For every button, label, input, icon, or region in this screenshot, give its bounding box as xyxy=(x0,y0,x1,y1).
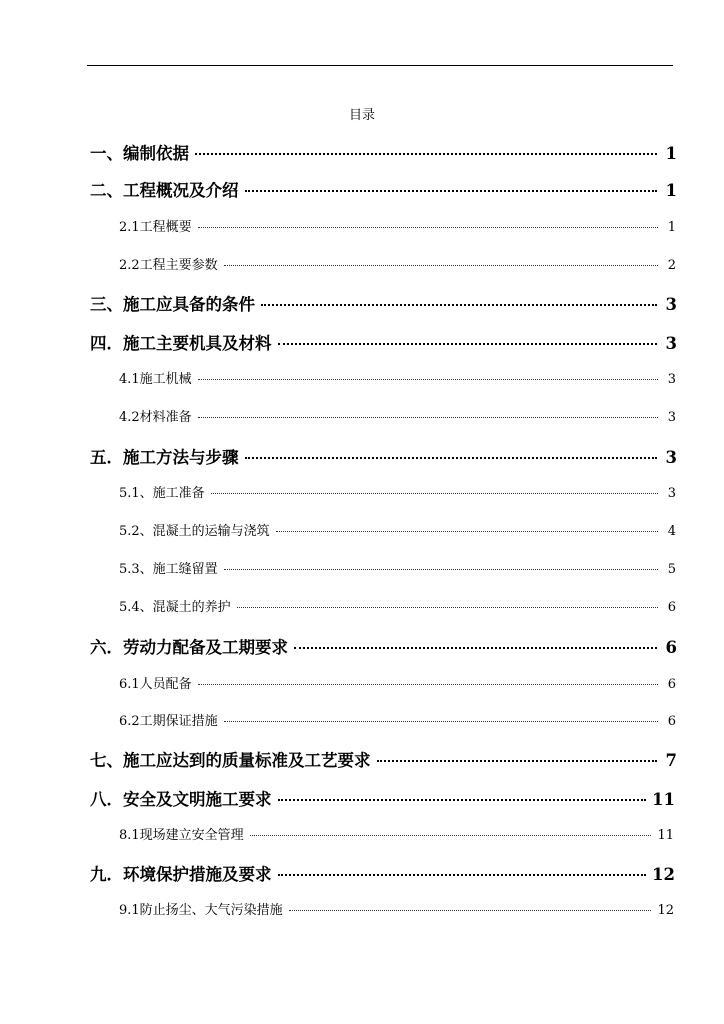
dot-leader xyxy=(224,569,658,570)
toc-page-number: 3 xyxy=(667,486,676,501)
toc-entry-chapter[interactable] xyxy=(90,140,677,164)
dot-leader xyxy=(198,227,658,228)
toc-entry-label: 八．安全及文明施工要求 xyxy=(90,790,272,809)
toc-entry-label: 5.1、施工准备 xyxy=(119,486,205,501)
dot-leader xyxy=(276,531,658,532)
dot-leader xyxy=(289,910,652,911)
toc-entry-section[interactable] xyxy=(119,216,676,235)
toc-entry-chapter[interactable] xyxy=(90,330,677,354)
toc-entry-label: 6.2工期保证措施 xyxy=(119,714,218,729)
dot-leader xyxy=(278,343,658,345)
toc-entry-label: 4.2材料准备 xyxy=(119,410,192,425)
toc-entry-section[interactable] xyxy=(119,254,676,273)
toc-entry-label: 四．施工主要机具及材料 xyxy=(90,334,272,353)
dot-leader xyxy=(198,417,658,418)
toc-entry-label: 2.1工程概要 xyxy=(119,220,192,235)
toc-page-number: 6 xyxy=(667,600,676,615)
toc-page-number: 3 xyxy=(667,410,676,425)
toc-page-number: 3 xyxy=(665,448,677,467)
dot-leader xyxy=(261,304,657,306)
toc-page-number: 3 xyxy=(665,295,677,314)
toc-page-number: 6 xyxy=(665,638,677,657)
dot-leader xyxy=(198,379,658,380)
toc-entry-chapter[interactable] xyxy=(90,291,677,315)
dot-leader xyxy=(224,265,658,266)
toc-entry-section[interactable] xyxy=(119,710,676,729)
toc-entry-chapter[interactable] xyxy=(90,634,677,658)
toc-entry-chapter[interactable] xyxy=(90,444,677,468)
toc-entry-section[interactable] xyxy=(119,406,676,425)
toc-entry-chapter[interactable] xyxy=(90,861,675,885)
dot-leader xyxy=(198,684,658,685)
toc-entry-label: 九．环境保护措施及要求 xyxy=(90,865,272,884)
toc-page-number: 4 xyxy=(667,524,676,539)
dot-leader xyxy=(195,153,657,155)
toc-page-number: 6 xyxy=(667,714,676,729)
dot-leader xyxy=(250,835,652,836)
toc-entry-section[interactable] xyxy=(119,482,676,501)
toc-page-number: 12 xyxy=(652,865,675,884)
toc-page-number: 1 xyxy=(665,144,677,163)
toc-entry-label: 五．施工方法与步骤 xyxy=(90,448,239,467)
toc-entry-label: 5.3、施工缝留置 xyxy=(119,562,218,577)
toc-entry-section[interactable] xyxy=(119,558,676,577)
toc-entry-section[interactable] xyxy=(119,368,676,387)
toc-entry-label: 一、编制依据 xyxy=(90,144,189,163)
dot-leader xyxy=(245,190,658,192)
toc-entry-label: 8.1现场建立安全管理 xyxy=(119,828,244,843)
toc-entry-section[interactable] xyxy=(119,824,674,843)
toc-page-number: 1 xyxy=(665,181,677,200)
dot-leader xyxy=(245,457,658,459)
toc-entry-label: 5.4、混凝土的养护 xyxy=(119,600,231,615)
toc-entry-label: 9.1防止扬尘、大气污染措施 xyxy=(119,903,283,918)
toc-entry-chapter[interactable] xyxy=(90,747,677,771)
toc-page-number: 12 xyxy=(657,903,674,918)
toc-entry-label: 七、施工应达到的质量标准及工艺要求 xyxy=(90,751,371,770)
dot-leader xyxy=(294,647,657,649)
dot-leader xyxy=(237,607,658,608)
toc-entry-label: 5.2、混凝土的运输与浇筑 xyxy=(119,524,270,539)
toc-page-number: 6 xyxy=(667,677,676,692)
toc-entry-label: 4.1施工机械 xyxy=(119,372,192,387)
toc-page-number: 1 xyxy=(667,220,676,235)
dot-leader xyxy=(377,760,658,762)
toc-entry-label: 三、施工应具备的条件 xyxy=(90,295,255,314)
toc-entry-section[interactable] xyxy=(119,899,674,918)
toc-page-number: 11 xyxy=(657,828,674,843)
toc-page-number: 7 xyxy=(665,751,677,770)
dot-leader xyxy=(278,874,647,876)
toc-page-number: 3 xyxy=(665,334,677,353)
toc-entry-section[interactable] xyxy=(119,596,676,615)
header-rule xyxy=(87,65,673,66)
toc-page-number: 2 xyxy=(667,258,676,273)
toc-page-number: 5 xyxy=(667,562,676,577)
toc-entry-chapter[interactable] xyxy=(90,786,675,810)
toc-page-number: 3 xyxy=(667,372,676,387)
toc-entry-section[interactable] xyxy=(119,673,676,692)
dot-leader xyxy=(224,721,658,722)
toc-entry-chapter[interactable] xyxy=(90,177,677,201)
toc-entry-label: 二、工程概况及介绍 xyxy=(90,181,239,200)
toc-entry-label: 6.1人员配备 xyxy=(119,677,192,692)
toc-entry-section[interactable] xyxy=(119,520,676,539)
toc-page-number: 11 xyxy=(652,790,675,809)
dot-leader xyxy=(211,493,658,494)
toc-entry-label: 2.2工程主要参数 xyxy=(119,258,218,273)
toc-title: 目录 xyxy=(348,108,375,123)
toc-entry-label: 六．劳动力配备及工期要求 xyxy=(90,638,288,657)
dot-leader xyxy=(278,799,647,801)
